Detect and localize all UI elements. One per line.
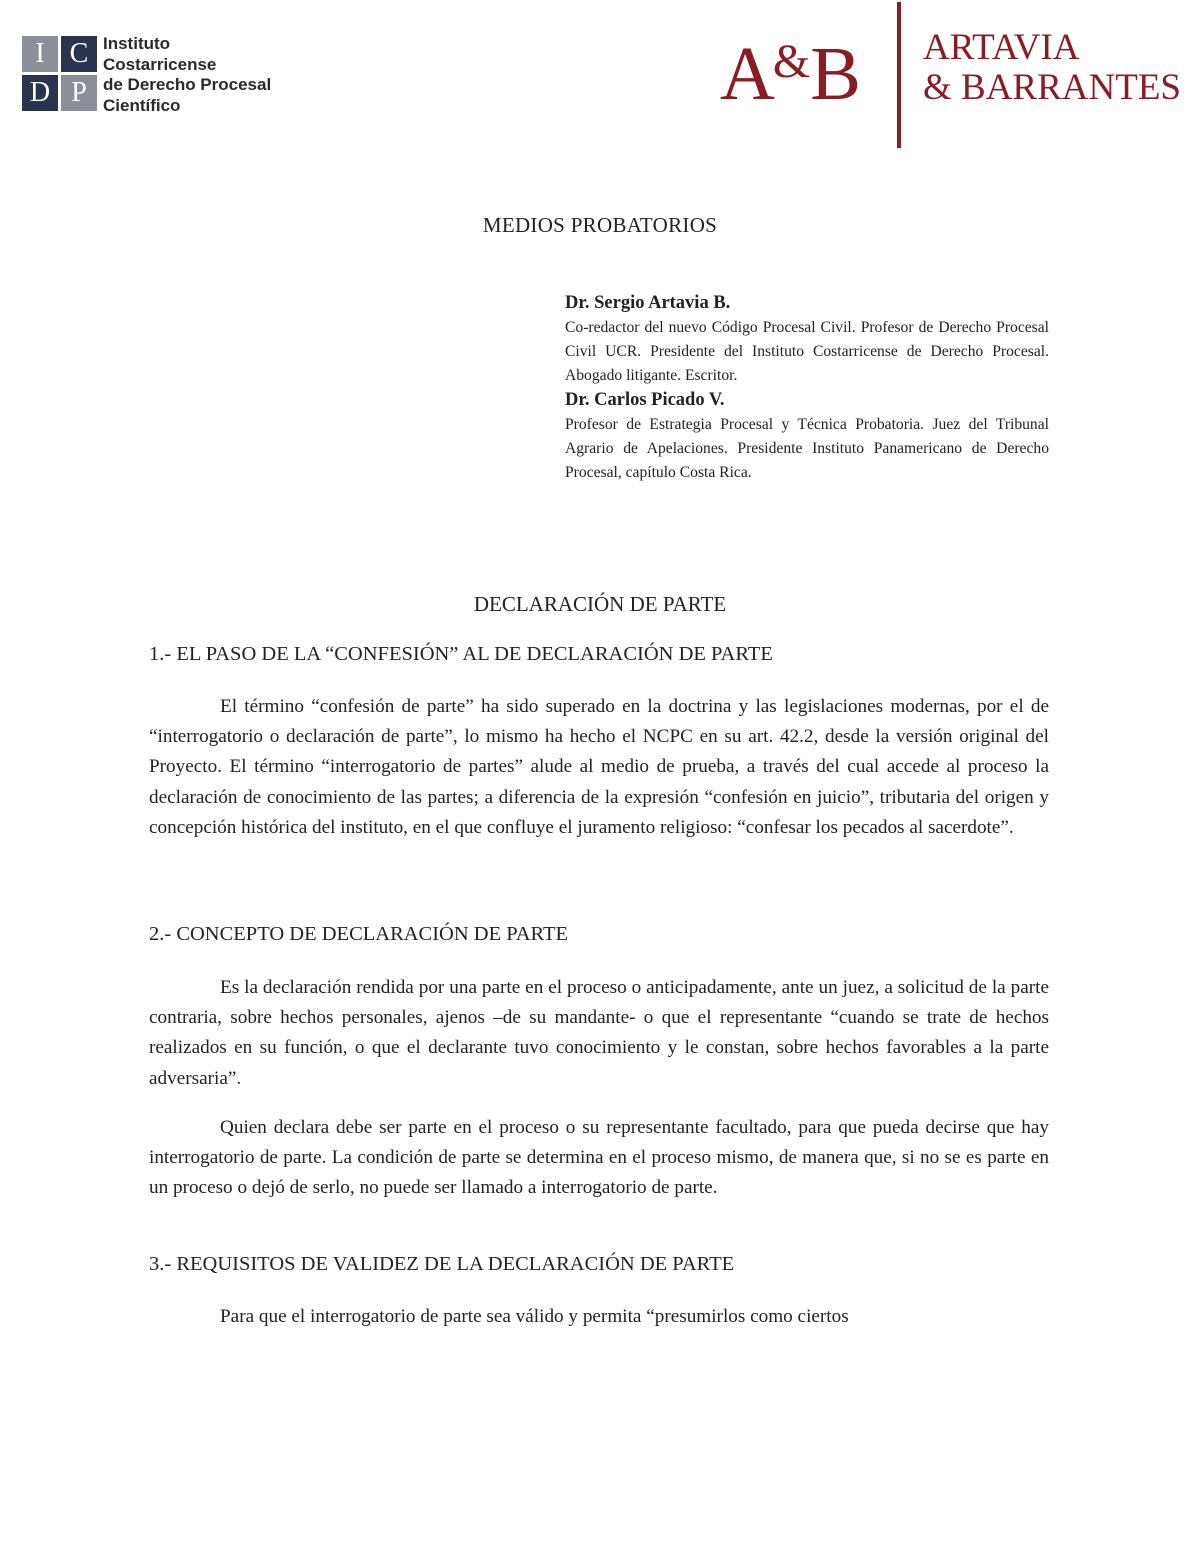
icdp-line-1: Instituto [103,34,171,53]
icdp-logo-text [103,34,271,116]
icdp-line-2: Costarricense [103,54,217,74]
document-title: MEDIOS PROBATORIOS [482,213,718,237]
icdp-logo-mark [22,36,97,111]
paragraph-1: El término “confesión de parte” ha sido superado en la doctrina y las legislaciones modernas, por el de “interrogatorio o declaración de parte”, lo mismo ha hecho el NCPC en su art. 42.2, desde la versión original del Proyecto. El término “interrogatorio de partes” alude al medio de prueba, a través del cual accede al proceso la declaración de conocimiento de las partes; a diferencia de la expresión “confesión en juicio”, tributaria del origen y concepción histórica del instituto, en el que confluye el juramento religioso: “confesar los pecados al sacerdote”. [149,696,1049,838]
author-name: Dr. Carlos Picado V. [565,390,725,410]
icdp-letter-c: C [61,36,97,72]
icdp-line-4: Científico [103,95,181,115]
author-name: Dr. Sergio Artavia B. [565,293,731,313]
authors-block [565,291,1049,485]
heading-2: 2.- CONCEPTO DE DECLARACIÓN DE PARTE [149,923,569,945]
ab-divider [897,2,901,148]
icdp-letter-p: P [61,75,97,111]
heading-1: 1.- EL PASO DE LA “CONFESIÓN” AL DE DECLARACIÓN DE PARTE [149,643,773,665]
icdp-logo [22,36,271,116]
author-description: Co-redactor del nuevo Código Procesal Civil. Profesor de Derecho Procesal Civil UCR. Presidente del Instituto Costarricense de Derecho Procesal. Abogado litigante. Escritor. [565,319,1049,384]
section-title: DECLARACIÓN DE PARTE [473,592,727,616]
ab-ampersand: & [772,35,811,88]
ab-monogram [720,32,859,116]
heading-3: 3.- REQUISITOS DE VALIDEZ DE LA DECLARACIÓN DE PARTE [149,1253,735,1275]
icdp-line-3: de Derecho Procesal [103,75,272,94]
ab-letter-a: A [720,32,773,116]
icdp-letter-d: D [22,75,58,111]
ab-letter-b: B [810,32,859,116]
paragraph-2: Es la declaración rendida por una parte en el proceso o anticipadamente, ante un juez, a solicitud de la parte contraria, sobre hechos personales, ajenos –de su mandante- o que el representante “cuando se trate de hechos realizados en su función, o que el declarante tuvo conocimiento y le constan, sobre hechos favorables a la parte adversaria”. [149,977,1049,1089]
paragraph-4: Para que el interrogatorio de parte sea válido y permita “presumirlos como ciertos [220,1306,849,1327]
paragraph-3: Quien declara debe ser parte en el proceso o su representante facultado, para que pueda decirse que hay interrogatorio de parte. La condición de parte se determina en el proceso mismo, de manera que, si no se es parte en un proceso o dejó de serlo, no puede ser llamado a interrogatorio de parte. [149,1117,1049,1199]
ab-name-line-1: ARTAVIA [923,27,1080,68]
ab-name-line-2: & BARRANTES [923,67,1182,108]
artavia-barrantes-logo [720,0,1200,150]
icdp-letter-i: I [22,36,58,72]
author-description: Profesor de Estrategia Procesal y Técnica Probatoria. Juez del Tribunal Agrario de Apelaciones. Presidente Instituto Panamericano de Derecho Procesal, capítulo Costa Rica. [565,416,1049,481]
ab-firm-name [923,28,1181,108]
